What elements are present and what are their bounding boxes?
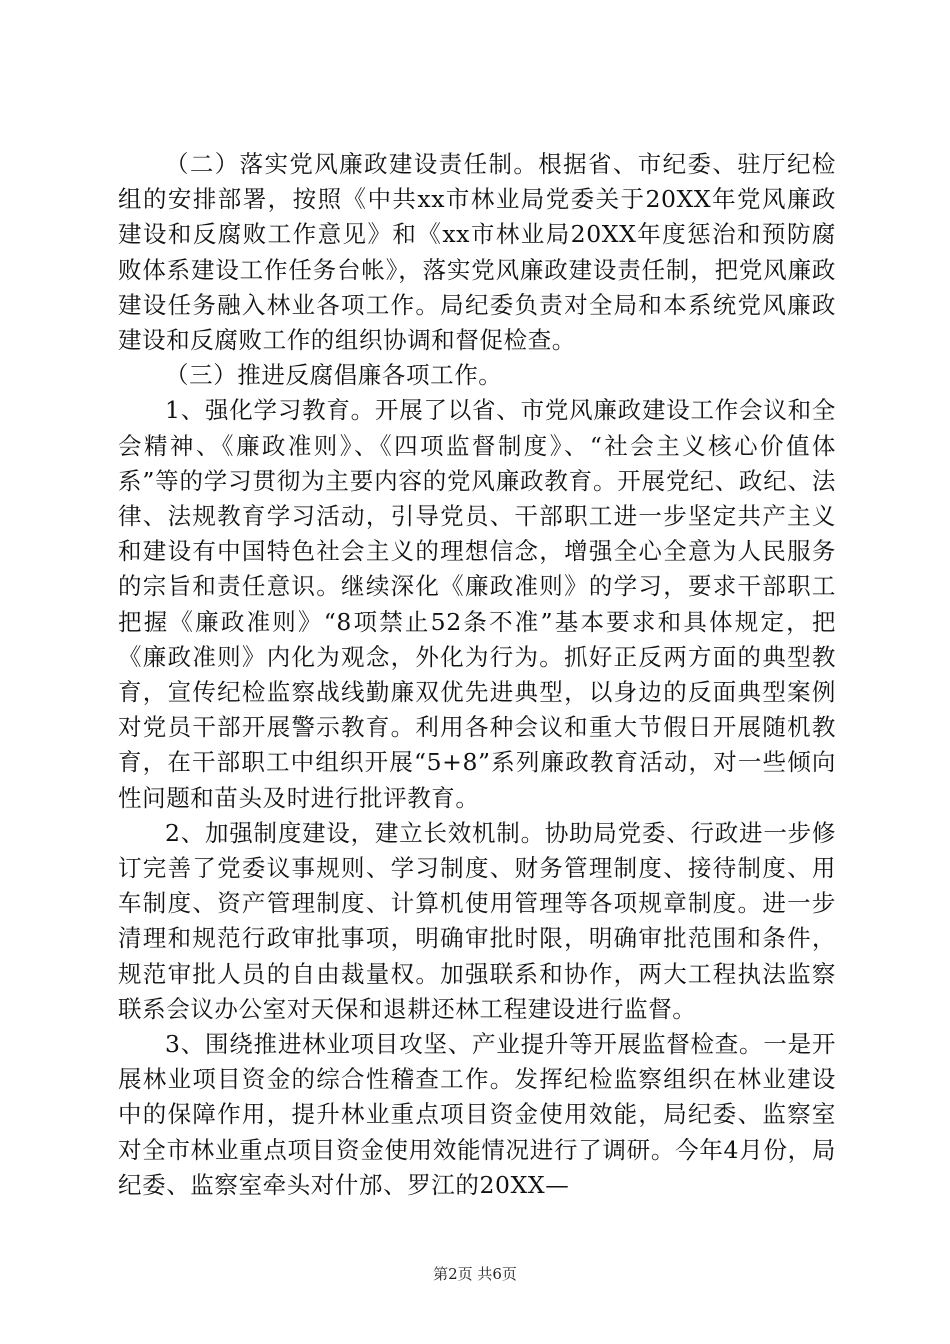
paragraph-supervision-inspection: 3、围绕推进林业项目攻坚、产业提升等开展监督检查。一是开展林业项目资金的综合性稽查工作。发挥纪检监察组织在林业建设中的保障作用，提升林业重点项目资金使用效能，局纪委、监察室对全市林业重点项目资金使用效能情况进行了调研。今年4月份，局纪委、监察室牵头对什邡、罗江的20XX— [118, 1030, 836, 1199]
paragraph-system-building: 2、加强制度建设，建立长效机制。协助局党委、行政进一步修订完善了党委议事规则、学习制度、财务管理制度、接待制度、用车制度、资产管理制度、计算机使用管理等各项规章制度。进一步清理和规范行政审批事项，明确审批时限，明确审批范围和条件，规范审批人员的自由裁量权。加强联系和协作，两大工程执法监察联系会议办公室对天保和退耕还林工程建设进行监督。 [118, 818, 836, 1023]
page-number-footer: 第2页 共6页 [433, 1265, 517, 1283]
paragraph-anti-corruption-heading: （三）推进反腐倡廉各项工作。 [165, 361, 503, 390]
paragraph-study-education: 1、强化学习教育。开展了以省、市党风廉政建设工作会议和全会精神、《廉政准则》、《四项监督制度》、“社会主义核心价值体系”等的学习贯彻为主要内容的党风廉政教育。开展党纪、政纪、法律、法规教育学习活动，引导党员、干部职工进一步坚定共产主义和建设有中国特色社会主义的理想信念，增强全心全意为人民服务的宗旨和责任意识。继续深化《廉政准则》的学习，要求干部职工把握《廉政准则》“8项禁止52条不准”基本要求和具体规定，把《廉政准则》内化为观念，外化为行为。抓好正反两方面的典型教育，宣传纪检监察战线勤廉双优先进典型，以身边的反面典型案例对党员干部开展警示教育。利用各种会议和重大节假日开展随机教育，在干部职工中组织开展“5+8”系列廉政教育活动，对一些倾向性问题和苗头及时进行批评教育。 [118, 396, 836, 812]
document-body [118, 147, 836, 1203]
paragraph-responsibility-system: （二）落实党风廉政建设责任制。根据省、市纪委、驻厅纪检组的安排部署，按照《中共xx市林业局党委关于20XX年党风廉政建设和反腐败工作意见》和《xx市林业局20XX年度惩治和预防腐败体系建设工作任务台帐》，落实党风廉政建设责任制，把党风廉政建设任务融入林业各项工作。局纪委负责对全局和本系统党风廉政建设和反腐败工作的组织协调和督促检查。 [118, 150, 836, 355]
